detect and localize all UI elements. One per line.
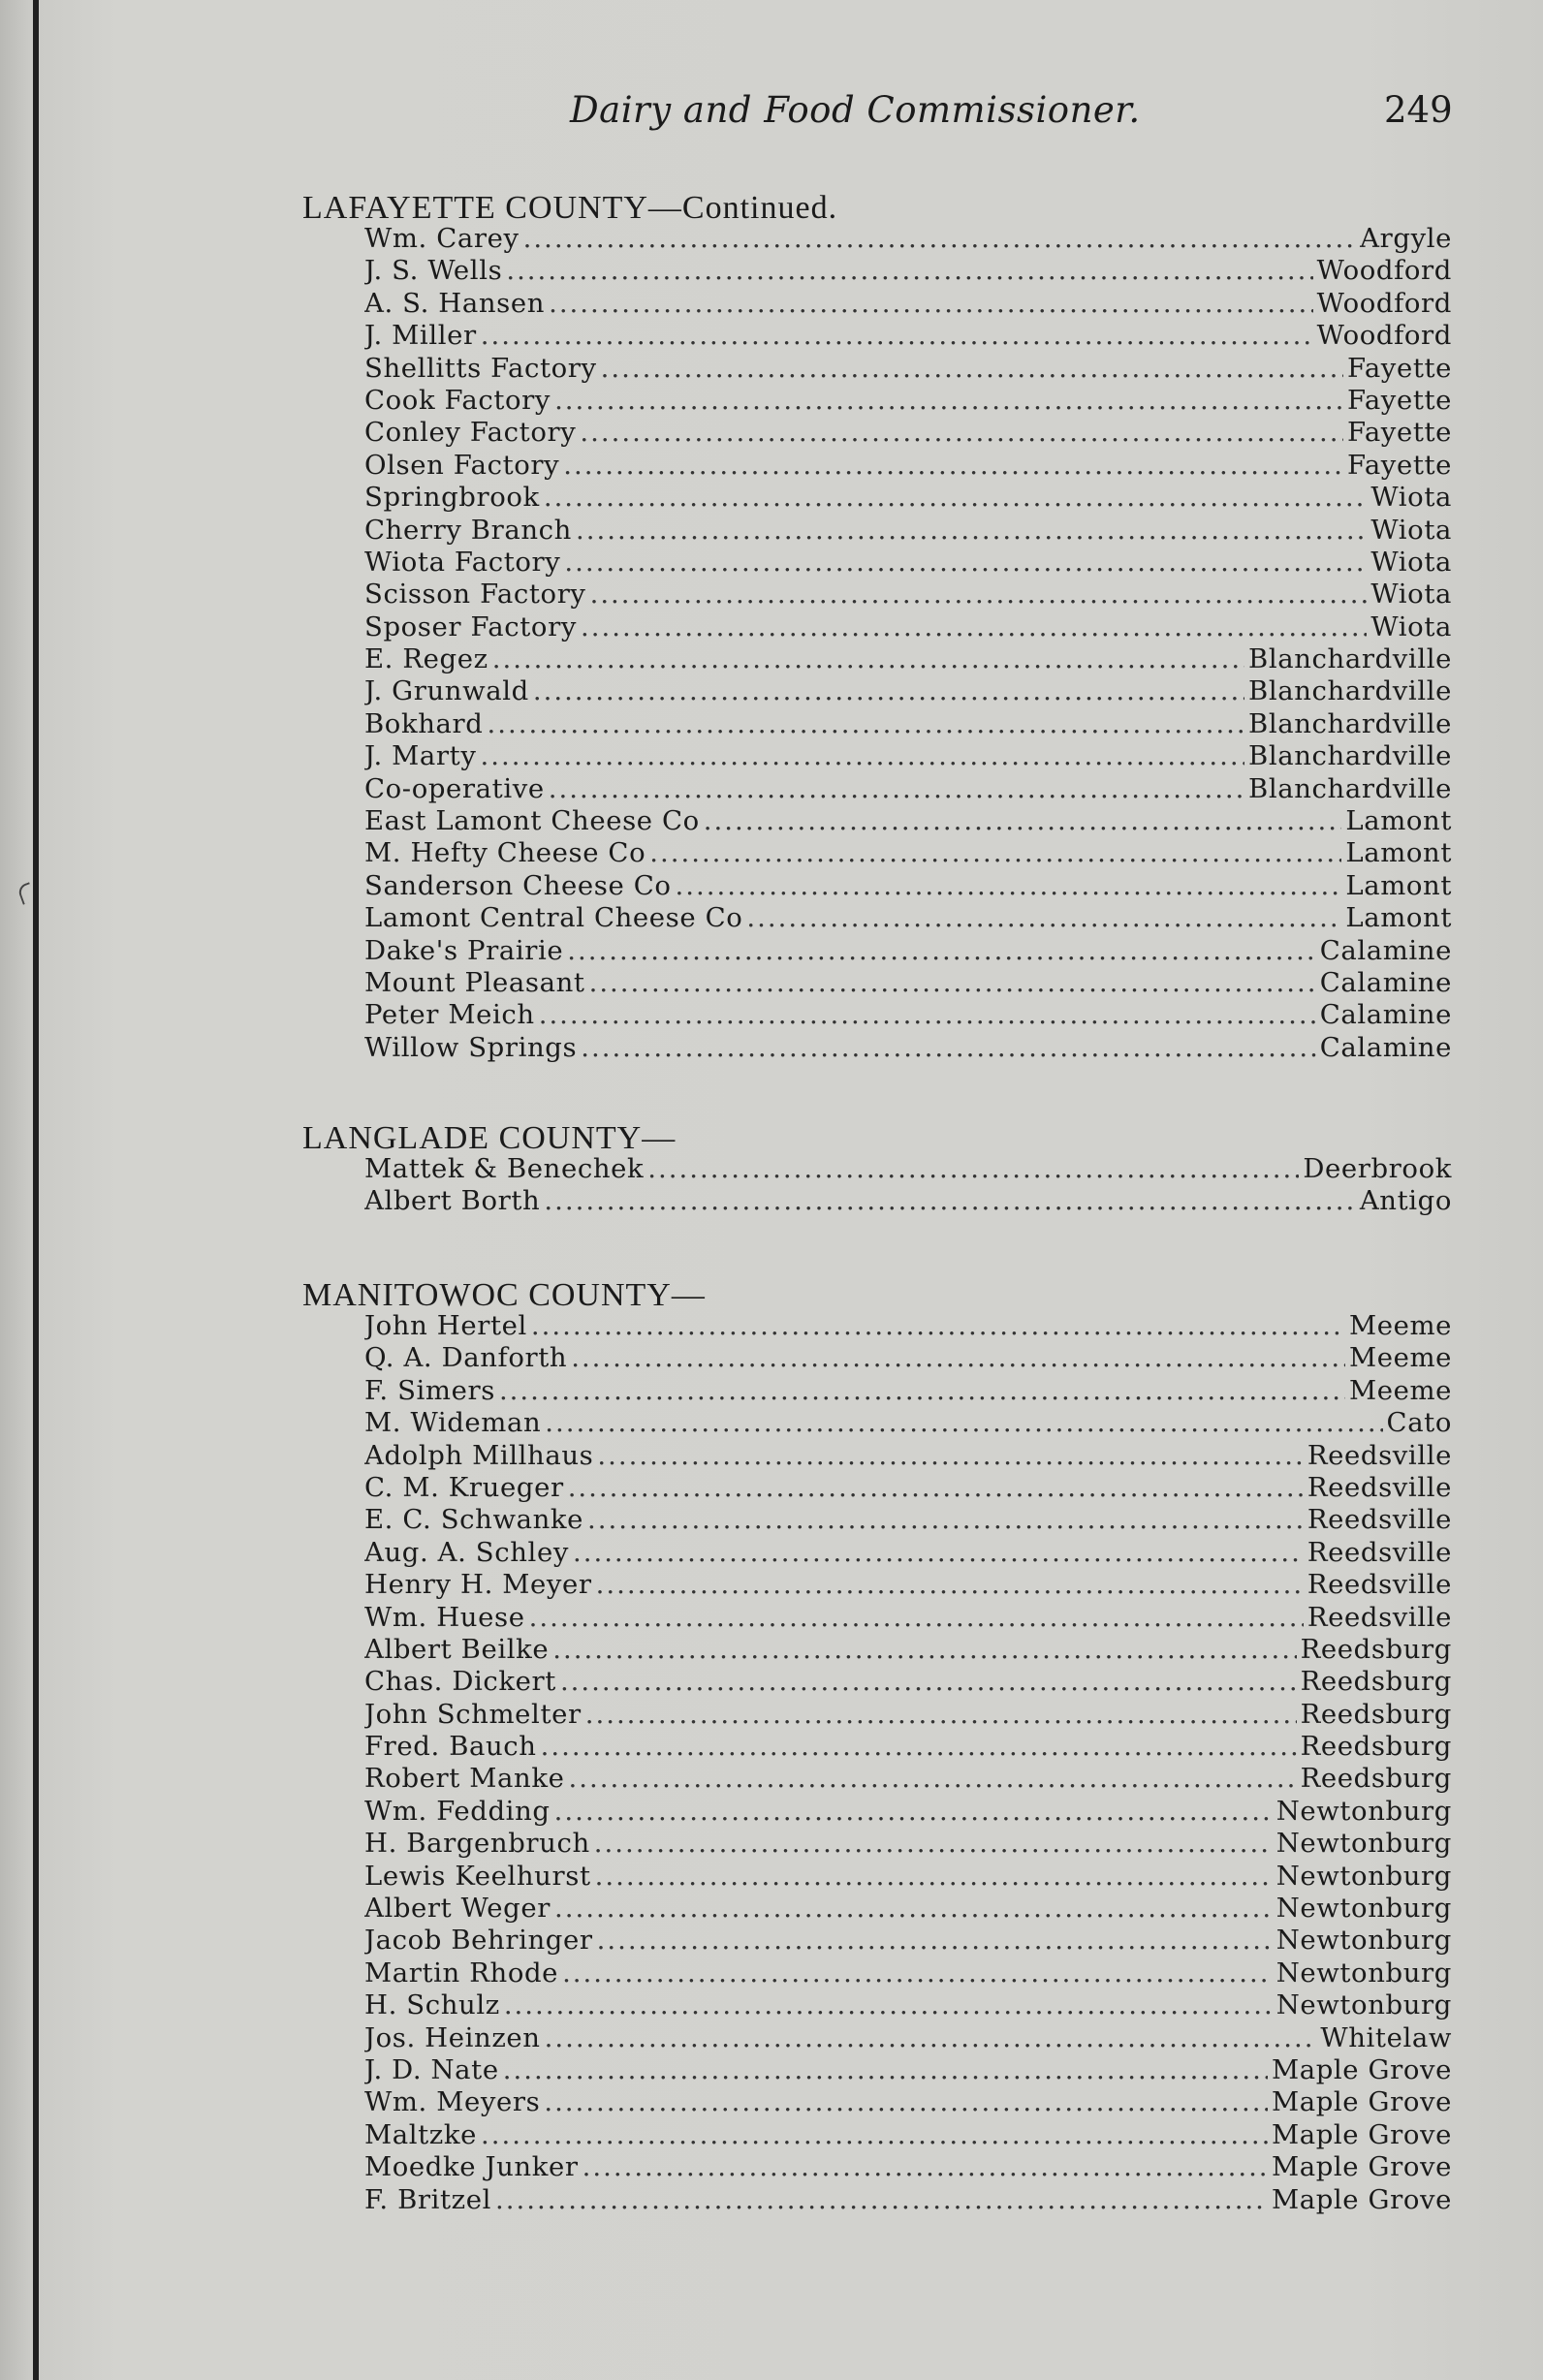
entry-name: E. C. Schwanke	[364, 1504, 584, 1536]
list-item	[364, 1989, 1452, 2021]
entry-place: Newtonburg	[1275, 1795, 1452, 1827]
dot-leader	[503, 2054, 1268, 2085]
entry-name: Sposer Factory	[364, 611, 577, 642]
dot-leader	[562, 1957, 1273, 1989]
entry-name: Chas. Dickert	[364, 1666, 556, 1698]
entry-name: Jos. Heinzen	[364, 2021, 541, 2053]
list-item	[364, 1407, 1452, 1439]
entry-name: Conley Factory	[364, 417, 577, 449]
entry-place: Fayette	[1347, 417, 1452, 449]
entry-name: Aug. A. Schley	[364, 1536, 569, 1568]
entry-place: Maple Grove	[1271, 2053, 1452, 2085]
entry-place: Cato	[1386, 1407, 1452, 1439]
dot-leader	[480, 740, 1244, 771]
dot-leader	[649, 837, 1341, 868]
dot-leader	[568, 1472, 1304, 1503]
list-item	[364, 255, 1452, 287]
entry-name: E. Regez	[364, 643, 488, 675]
entry-name: F. Simers	[364, 1374, 495, 1406]
entry-place: Reedsville	[1307, 1569, 1452, 1601]
list-item	[364, 1666, 1452, 1698]
entry-name: C. M. Krueger	[364, 1471, 564, 1503]
page-header	[0, 89, 1543, 147]
entry-name: Mattek & Benechek	[364, 1153, 645, 1184]
entry-place: Maple Grove	[1271, 2151, 1452, 2183]
entry-place: Deerbrook	[1303, 1153, 1452, 1184]
dot-leader	[541, 1731, 1297, 1762]
section-heading: MANITOWOC COUNTY—	[302, 1277, 706, 1313]
list-item	[364, 999, 1452, 1031]
entry-name: A. S. Hansen	[364, 287, 546, 319]
entry-place: Wiota	[1370, 546, 1452, 578]
list-item	[364, 450, 1452, 482]
entry-name: Lamont Central Cheese Co	[364, 902, 743, 934]
entry-place: Reedsville	[1307, 1439, 1452, 1471]
entry-name: Albert Borth	[364, 1185, 541, 1217]
entry-name: Adolph Millhaus	[364, 1439, 594, 1471]
list-item	[364, 547, 1452, 579]
entry-place: Maple Grove	[1271, 2086, 1452, 2118]
entry-place: Blanchardville	[1248, 643, 1452, 675]
dot-leader	[583, 2151, 1268, 2182]
entry-place: Fayette	[1347, 384, 1452, 416]
dot-leader	[506, 255, 1312, 286]
entry-name: M. Wideman	[364, 1407, 542, 1439]
entry-name: Peter Meich	[364, 999, 535, 1031]
entry-place: Whitelaw	[1320, 2021, 1452, 2053]
entry-list	[364, 1153, 1452, 1218]
dot-leader	[589, 967, 1316, 998]
dot-leader	[590, 579, 1368, 610]
entry-place: Argyle	[1360, 223, 1452, 254]
entry-place: Lamont	[1345, 805, 1452, 837]
dot-leader	[571, 1342, 1345, 1373]
list-item	[364, 643, 1452, 675]
list-item	[364, 837, 1452, 869]
entry-place: Blanchardville	[1248, 772, 1452, 804]
entry-place: Newtonburg	[1275, 1925, 1452, 1957]
entry-place: Newtonburg	[1275, 1828, 1452, 1860]
entry-place: Blanchardville	[1248, 707, 1452, 739]
entry-place: Reedsville	[1307, 1601, 1452, 1633]
list-item	[364, 967, 1452, 999]
dot-leader	[544, 2086, 1268, 2117]
entry-place: Reedsburg	[1300, 1698, 1452, 1730]
entry-place: Wiota	[1370, 514, 1452, 546]
entry-place: Reedsburg	[1300, 1731, 1452, 1763]
entry-name: H. Schulz	[364, 1989, 500, 2021]
entry-name: Co-operative	[364, 772, 545, 804]
entry-place: Maple Grove	[1271, 2118, 1452, 2150]
entry-name: Dake's Prairie	[364, 934, 564, 966]
section-heading: LANGLADE COUNTY—	[302, 1120, 677, 1156]
dot-leader	[581, 611, 1367, 642]
entry-place: Woodford	[1316, 255, 1452, 287]
list-item	[364, 2086, 1452, 2118]
list-item	[364, 1763, 1452, 1795]
dot-leader	[597, 1925, 1273, 1956]
entry-name: Henry H. Meyer	[364, 1569, 592, 1601]
entry-place: Reedsburg	[1300, 1633, 1452, 1665]
list-item	[364, 805, 1452, 837]
list-item	[364, 1699, 1452, 1731]
dot-leader	[529, 1602, 1304, 1633]
dot-leader	[504, 1989, 1273, 2020]
entry-name: Wm. Fedding	[364, 1795, 551, 1827]
list-item	[364, 1731, 1452, 1763]
list-item	[364, 515, 1452, 547]
entry-place: Reedsburg	[1300, 1666, 1452, 1698]
entry-name: J. D. Nate	[364, 2053, 499, 2085]
list-item	[364, 1569, 1452, 1601]
entry-name: Moedke Junker	[364, 2151, 579, 2183]
list-item	[364, 1537, 1452, 1569]
entry-name: Martin Rhode	[364, 1957, 559, 1989]
list-item	[364, 708, 1452, 740]
list-item	[364, 1634, 1452, 1666]
entry-place: Blanchardville	[1248, 675, 1452, 707]
entry-list	[364, 223, 1452, 1064]
entry-name: H. Bargenbruch	[364, 1828, 590, 1860]
entry-name: East Lamont Cheese Co	[364, 805, 700, 837]
entry-name: Willow Springs	[364, 1031, 578, 1063]
list-item	[364, 1861, 1452, 1893]
entry-name: Wiota Factory	[364, 546, 561, 578]
dot-leader	[531, 1310, 1345, 1341]
entry-place: Calamine	[1319, 934, 1452, 966]
list-item	[364, 2151, 1452, 2183]
page-number: 249	[1384, 89, 1453, 131]
entry-place: Wiota	[1370, 611, 1452, 642]
entry-place: Fayette	[1347, 352, 1452, 384]
list-item	[364, 353, 1452, 385]
dot-leader	[481, 2119, 1268, 2150]
dot-leader	[533, 675, 1244, 706]
entry-name: Wm. Meyers	[364, 2086, 541, 2118]
list-item	[364, 385, 1452, 417]
entry-name: Shellitts Factory	[364, 352, 597, 384]
list-item	[364, 611, 1452, 643]
list-item	[364, 1310, 1452, 1342]
entry-list	[364, 1310, 1452, 2216]
list-item	[364, 675, 1452, 707]
dot-leader	[554, 1796, 1273, 1827]
dot-leader	[676, 870, 1342, 901]
entry-place: Wiota	[1370, 482, 1452, 514]
entry-name: Springbrook	[364, 482, 540, 514]
dot-leader	[554, 1893, 1273, 1924]
dot-leader	[492, 643, 1244, 674]
dot-leader	[495, 2184, 1268, 2215]
entry-name: Wm. Huese	[364, 1601, 525, 1633]
entry-name: F. Britzel	[364, 2183, 492, 2215]
dot-leader	[560, 1666, 1297, 1697]
dot-leader	[576, 515, 1367, 546]
list-item	[364, 2054, 1452, 2086]
list-item	[364, 417, 1452, 449]
dot-leader	[564, 547, 1367, 578]
dot-leader	[544, 482, 1368, 513]
dot-leader	[539, 999, 1316, 1030]
list-item	[364, 1342, 1452, 1374]
list-item	[364, 2022, 1452, 2054]
entry-name: Mount Pleasant	[364, 966, 585, 998]
entry-place: Woodford	[1316, 287, 1452, 319]
dot-leader	[567, 935, 1315, 966]
list-item	[364, 1032, 1452, 1064]
entry-name: Maltzke	[364, 2118, 478, 2150]
entry-place: Calamine	[1319, 999, 1452, 1031]
entry-name: Wm. Carey	[364, 223, 520, 254]
list-item	[364, 1796, 1452, 1828]
dot-leader	[499, 1375, 1345, 1406]
entry-name: J. Miller	[364, 320, 477, 352]
list-item	[364, 740, 1452, 772]
entry-name: Scisson Factory	[364, 579, 586, 611]
list-item	[364, 1893, 1452, 1925]
entry-place: Antigo	[1359, 1185, 1452, 1217]
entry-place: Reedsville	[1307, 1536, 1452, 1568]
list-item	[364, 320, 1452, 352]
entry-place: Reedsville	[1307, 1504, 1452, 1536]
list-item	[364, 2184, 1452, 2216]
list-item	[364, 288, 1452, 320]
entry-place: Blanchardville	[1248, 740, 1452, 772]
dot-leader	[544, 1185, 1355, 1216]
list-item	[364, 902, 1452, 934]
dot-leader	[647, 1153, 1299, 1184]
entry-place: Fayette	[1347, 449, 1452, 481]
dot-leader	[488, 708, 1245, 739]
list-item	[364, 1185, 1452, 1217]
entry-name: Fred. Bauch	[364, 1731, 537, 1763]
dot-leader	[552, 1634, 1296, 1665]
entry-place: Newtonburg	[1275, 1957, 1452, 1989]
dot-leader	[704, 805, 1342, 836]
dot-leader	[545, 2022, 1317, 2053]
entry-place: Meeme	[1348, 1342, 1452, 1374]
entry-place: Calamine	[1319, 966, 1452, 998]
list-item	[364, 1504, 1452, 1536]
section-heading: LAFAYETTE COUNTY—Continued.	[302, 190, 838, 226]
entry-name: J. Grunwald	[364, 675, 529, 707]
dot-leader	[573, 1537, 1304, 1568]
entry-name: Q. A. Danforth	[364, 1342, 568, 1374]
list-item	[364, 223, 1452, 255]
entry-name: Lewis Keelhurst	[364, 1860, 591, 1892]
list-item	[364, 1375, 1452, 1407]
list-item	[364, 1828, 1452, 1860]
list-item	[364, 870, 1452, 902]
entry-name: Cherry Branch	[364, 514, 572, 546]
entry-place: Meeme	[1348, 1310, 1452, 1341]
dot-leader	[580, 417, 1343, 448]
entry-place: Lamont	[1345, 869, 1452, 901]
entry-place: Lamont	[1345, 902, 1452, 934]
entry-name: J. S. Wells	[364, 255, 503, 287]
binding-edge	[33, 0, 39, 2380]
list-item	[364, 773, 1452, 805]
list-item	[364, 1440, 1452, 1472]
entry-name: Robert Manke	[364, 1763, 565, 1795]
dot-leader	[581, 1032, 1315, 1063]
dot-leader	[601, 353, 1343, 384]
dot-leader	[563, 450, 1343, 481]
dot-leader	[585, 1699, 1297, 1730]
dot-leader	[746, 902, 1341, 933]
dot-leader	[545, 1407, 1382, 1438]
entry-name: M. Hefty Cheese Co	[364, 837, 646, 869]
list-item	[364, 1925, 1452, 1957]
entry-place: Newtonburg	[1275, 1893, 1452, 1925]
list-item	[364, 1957, 1452, 1989]
entry-name: J. Marty	[364, 740, 477, 772]
entry-place: Maple Grove	[1271, 2183, 1452, 2215]
dot-leader	[596, 1569, 1304, 1600]
entry-place: Woodford	[1316, 320, 1452, 352]
entry-name: John Hertel	[364, 1310, 527, 1341]
entry-place: Meeme	[1348, 1374, 1452, 1406]
list-item	[364, 1153, 1452, 1185]
entry-name: Bokhard	[364, 707, 484, 739]
entry-place: Wiota	[1370, 579, 1452, 611]
list-item	[364, 935, 1452, 967]
entry-place: Newtonburg	[1275, 1860, 1452, 1892]
entry-name: Sanderson Cheese Co	[364, 869, 672, 901]
dot-leader	[523, 223, 1357, 254]
dot-leader	[587, 1504, 1304, 1535]
dot-leader	[568, 1763, 1296, 1794]
list-item	[364, 1602, 1452, 1634]
running-title: Dairy and Food Commissioner.	[570, 89, 1141, 131]
list-item	[364, 1472, 1452, 1504]
list-item	[364, 2119, 1452, 2151]
dot-leader	[554, 385, 1343, 416]
entry-place: Newtonburg	[1275, 1989, 1452, 2021]
dot-leader	[594, 1828, 1273, 1859]
entry-place: Reedsville	[1307, 1471, 1452, 1503]
dot-leader	[549, 288, 1313, 319]
dot-leader	[595, 1861, 1273, 1892]
entry-name: Albert Beilke	[364, 1633, 550, 1665]
entry-place: Calamine	[1319, 1031, 1452, 1063]
entry-name: Albert Weger	[364, 1893, 551, 1925]
entry-name: Cook Factory	[364, 384, 551, 416]
entry-place: Reedsburg	[1300, 1763, 1452, 1795]
entry-name: Olsen Factory	[364, 449, 560, 481]
list-item	[364, 579, 1452, 611]
dot-leader	[549, 773, 1244, 804]
dot-leader	[597, 1440, 1303, 1471]
dot-leader	[481, 320, 1313, 351]
entry-name: Jacob Behringer	[364, 1925, 593, 1957]
list-item	[364, 482, 1452, 514]
entry-place: Lamont	[1345, 837, 1452, 869]
entry-name: John Schmelter	[364, 1698, 582, 1730]
